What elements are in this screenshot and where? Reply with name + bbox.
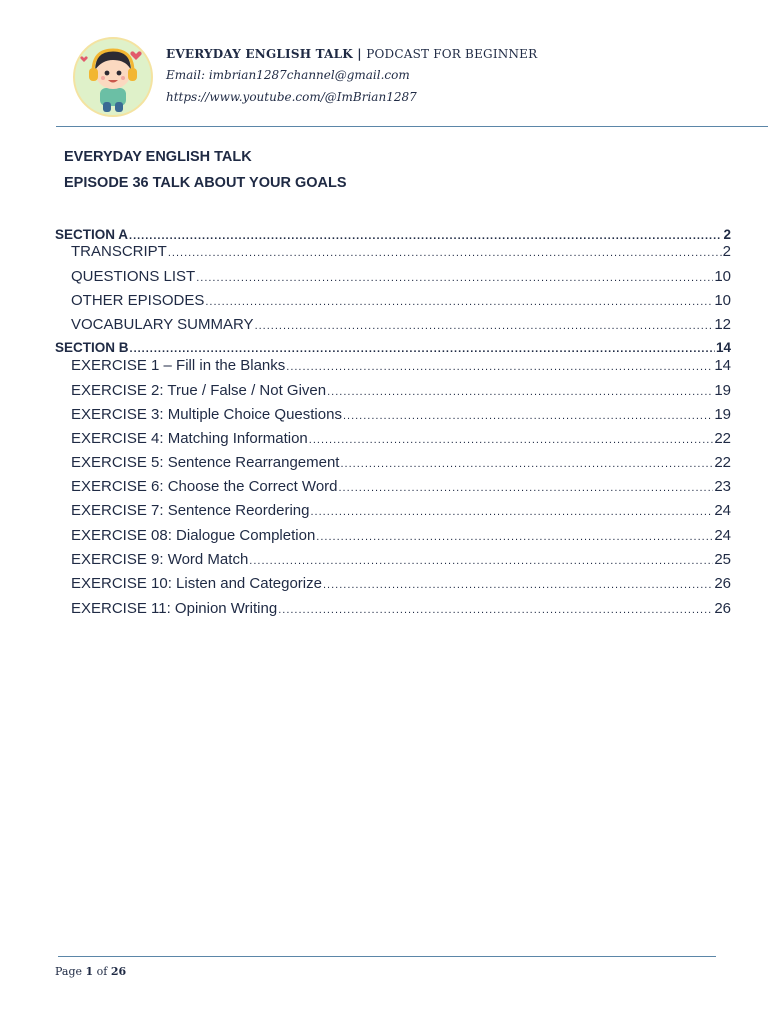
toc-leader-dots — [339, 482, 714, 494]
toc-entry-page: 25 — [714, 551, 731, 568]
toc-entry[interactable] — [71, 316, 731, 333]
toc-entry-label: EXERCISE 1 – Fill in the Blanks — [71, 357, 286, 374]
cartoon-boy-headphones-icon — [72, 36, 154, 118]
toc-entry-page: 26 — [714, 600, 731, 617]
toc-entry-label: EXERCISE 9: Word Match — [71, 551, 249, 568]
toc-entry-page: 24 — [714, 502, 731, 519]
toc-entry[interactable] — [71, 357, 731, 374]
toc-leader-dots — [129, 230, 722, 242]
toc-entry-label: TRANSCRIPT — [71, 243, 167, 260]
footer-divider — [58, 956, 716, 957]
header-tagline: PODCAST FOR BEGINNER — [366, 47, 538, 61]
episode-title: EPISODE 36 TALK ABOUT YOUR GOALS — [64, 175, 347, 191]
toc-entry-label: EXERCISE 6: Choose the Correct Word — [71, 478, 338, 495]
toc-entry-label: EXERCISE 11: Opinion Writing — [71, 600, 278, 617]
toc-entry-page: 10 — [714, 292, 731, 309]
toc-entry-page: 24 — [714, 527, 731, 544]
toc-entry-label: EXERCISE 08: Dialogue Completion — [71, 527, 316, 544]
toc-leader-dots — [310, 506, 713, 518]
header-divider — [56, 126, 768, 127]
toc-entry-label: EXERCISE 10: Listen and Categorize — [71, 575, 322, 592]
toc-section-entry[interactable] — [55, 340, 731, 355]
toc-entry-label: SECTION A — [55, 227, 129, 242]
toc-entry[interactable] — [71, 292, 731, 309]
toc-entry[interactable] — [71, 243, 731, 260]
footer-total-pages: 26 — [110, 965, 127, 978]
toc-leader-dots — [255, 320, 714, 332]
toc-entry[interactable] — [71, 430, 731, 447]
footer-of-text: of — [93, 965, 111, 978]
toc-entry-page: 26 — [714, 575, 731, 592]
footer-page-prefix: Page — [55, 965, 86, 978]
toc-entry[interactable] — [71, 575, 731, 592]
toc-entry[interactable] — [71, 527, 731, 544]
toc-entry-label: VOCABULARY SUMMARY — [71, 316, 254, 333]
header-email: Email: imbrian1287channel@gmail.com — [166, 68, 410, 82]
header-brand-line — [166, 47, 537, 61]
toc-leader-dots — [168, 247, 722, 259]
toc-entry-label: EXERCISE 4: Matching Information — [71, 430, 308, 447]
toc-entry-label: EXERCISE 3: Multiple Choice Questions — [71, 406, 342, 423]
toc-entry-page: 19 — [714, 382, 731, 399]
toc-entry[interactable] — [71, 551, 731, 568]
toc-entry-page: 22 — [714, 430, 731, 447]
toc-leader-dots — [323, 579, 713, 591]
toc-leader-dots — [278, 604, 713, 616]
toc-leader-dots — [286, 361, 713, 373]
toc-leader-dots — [327, 386, 713, 398]
toc-entry[interactable] — [71, 268, 731, 285]
toc-leader-dots — [316, 531, 713, 543]
toc-leader-dots — [343, 410, 713, 422]
toc-entry-page: 23 — [714, 478, 731, 495]
header-brand: EVERYDAY ENGLISH TALK — [166, 47, 353, 61]
toc-entry-page: 14 — [714, 357, 731, 374]
toc-section-entry[interactable] — [55, 227, 731, 242]
toc-entry-page: 14 — [715, 340, 731, 355]
toc-leader-dots — [196, 272, 713, 284]
toc-entry[interactable] — [71, 406, 731, 423]
toc-entry-page: 19 — [714, 406, 731, 423]
toc-leader-dots — [249, 555, 713, 567]
toc-leader-dots — [309, 434, 714, 446]
toc-entry[interactable] — [71, 454, 731, 471]
page-header — [0, 0, 768, 128]
toc-entry[interactable] — [71, 478, 731, 495]
toc-entry-label: EXERCISE 7: Sentence Reordering — [71, 502, 310, 519]
toc-leader-dots — [205, 296, 713, 308]
header-separator: | — [352, 47, 367, 61]
toc-entry-page: 2 — [722, 243, 731, 260]
toc-entry-page: 2 — [723, 227, 731, 242]
toc-entry-page: 22 — [714, 454, 731, 471]
toc-entry-page: 10 — [714, 268, 731, 285]
toc-entry-label: OTHER EPISODES — [71, 292, 205, 309]
header-url[interactable]: https://www.youtube.com/@ImBrian1287 — [166, 90, 417, 104]
toc-entry[interactable] — [71, 600, 731, 617]
toc-entry-label: EXERCISE 2: True / False / Not Given — [71, 382, 327, 399]
toc-entry[interactable] — [71, 382, 731, 399]
footer-current-page: 1 — [85, 965, 94, 978]
page-footer — [55, 965, 126, 978]
toc-leader-dots — [340, 458, 713, 470]
toc-entry-page: 12 — [714, 316, 731, 333]
document-title: EVERYDAY ENGLISH TALK — [64, 149, 252, 165]
toc-entry-label: QUESTIONS LIST — [71, 268, 196, 285]
toc-entry-label: EXERCISE 5: Sentence Rearrangement — [71, 454, 340, 471]
toc-entry-label: SECTION B — [55, 340, 129, 355]
toc-leader-dots — [130, 343, 715, 355]
toc-entry[interactable] — [71, 502, 731, 519]
